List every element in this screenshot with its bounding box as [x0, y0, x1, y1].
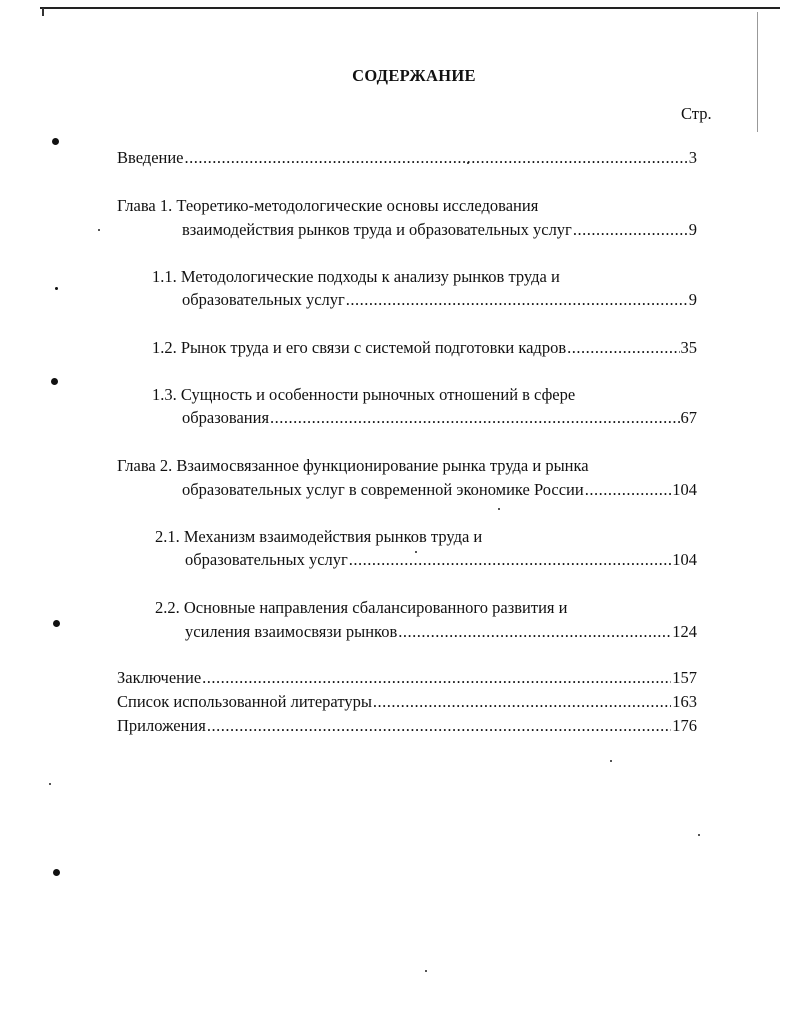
toc-entry-label-line2: взаимодействия рынков труда и образовательных услуг: [182, 220, 572, 239]
toc-entry-label-line2: образовательных услуг: [182, 290, 345, 309]
toc-entry-page: 176: [672, 716, 697, 735]
toc-entry-page: 104: [672, 480, 697, 499]
punch-hole-mark: [53, 869, 60, 876]
toc-entry-label-line2: усиления взаимосвязи рынков: [185, 622, 398, 641]
scan-speck: [425, 970, 427, 972]
scan-top-tick: [42, 8, 44, 16]
toc-entry: [182, 408, 697, 428]
toc-entry-label: Список использованной литературы: [117, 692, 372, 711]
toc-entry-label-line1: 1.1. Методологические подходы к анализу рынков труда и: [152, 267, 560, 286]
toc-entry-label-line1: 2.2. Основные направления сбалансированного развития и: [155, 598, 568, 617]
toc-entry-page: 157: [672, 668, 697, 687]
toc-entry: [182, 290, 697, 310]
scan-speck: [610, 760, 612, 762]
toc-entry-label-line1: 1.3. Сущность и особенности рыночных отношений в сфере: [152, 385, 576, 404]
scan-top-rule: [40, 7, 780, 9]
page-column-label: Стр.: [681, 104, 712, 123]
toc-leader-dots: [567, 338, 679, 358]
toc-entry: [117, 148, 697, 168]
toc-entry-page: 104: [672, 550, 697, 569]
toc-entry-label-line1: 2.1. Механизм взаимодействия рынков труда и: [155, 527, 483, 546]
toc-leader-dots: [373, 692, 671, 712]
scan-speck: [98, 229, 100, 231]
scan-speck: [498, 508, 500, 510]
toc-leader-dots: [349, 550, 671, 570]
toc-entry-label: 1.2. Рынок труда и его связи с системой подготовки кадров: [152, 338, 567, 357]
toc-entry-label: Заключение: [117, 668, 202, 687]
toc-leader-dots: [202, 668, 671, 688]
toc-entry: [117, 668, 697, 688]
toc-entry-label-line2: образования: [182, 408, 270, 427]
toc-entry-label-line2: образовательных услуг в современной экономике России: [182, 480, 584, 499]
toc-entry-label-line1: Глава 2. Взаимосвязанное функционирование рынка труда и рынка: [117, 456, 589, 475]
toc-entry: [185, 550, 697, 570]
scan-speck: [698, 834, 700, 836]
toc-entry-page: 9: [688, 290, 697, 309]
toc-entry-label-line1: Глава 1. Теоретико-методологические основы исследования: [117, 196, 539, 215]
toc-entry-page: 9: [688, 220, 697, 239]
punch-hole-mark: [51, 378, 58, 385]
toc-entry-label: Приложения: [117, 716, 206, 735]
toc-leader-dots: [185, 148, 688, 168]
toc-entry: [152, 338, 697, 358]
toc-leader-dots: [398, 622, 671, 642]
punch-hole-mark: [52, 138, 59, 145]
toc-leader-dots: [270, 408, 679, 428]
toc-entry: [117, 692, 697, 712]
toc-leader-dots: [573, 220, 688, 240]
toc-entry: [182, 220, 697, 240]
toc-entry-page: 3: [688, 148, 697, 167]
toc-entry-page: 124: [672, 622, 697, 641]
toc-entry: [182, 480, 697, 500]
toc-leader-dots: [346, 290, 688, 310]
toc-entry-page: 35: [680, 338, 697, 357]
toc-entry-label-line2: образовательных услуг: [185, 550, 348, 569]
toc-entry-label: Введение: [117, 148, 184, 167]
toc-leader-dots: [585, 480, 672, 500]
punch-hole-mark: [53, 620, 60, 627]
scan-speck: [49, 783, 51, 785]
toc-entry-page: 67: [680, 408, 697, 427]
punch-hole-mark: [55, 287, 58, 290]
toc-entry-page: 163: [672, 692, 697, 711]
toc-title: СОДЕРЖАНИЕ: [352, 66, 476, 85]
toc-leader-dots: [207, 716, 671, 736]
toc-entry: [117, 716, 697, 736]
toc-entry: [185, 622, 697, 642]
